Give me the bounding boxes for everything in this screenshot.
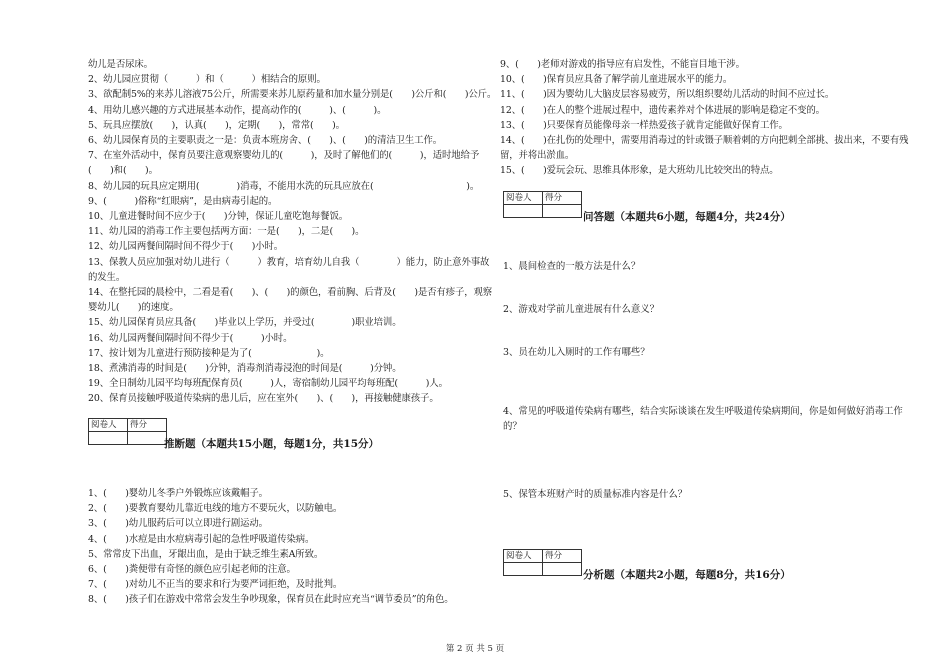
reviewer-label: 阅卷人 [504,550,543,563]
fill-line-17: 18、煮沸消毒的时间是( )分钟，消毒剂消毒浸泡的时间是( )分钟。 [88,363,402,375]
fill-line-12: 13、保教人员应加强对幼儿进行（ ）教育，培育幼儿自我（ ）能力，防止意外事故的发生。 [88,256,490,283]
qa-question-3: 3、员在幼儿入厕时的工作有哪些？ [503,347,650,358]
score-label: 得分 [128,419,167,432]
fill-line-6: 7、在室外活动中，保育员要注意观察婴幼儿的( )，及时了解他们的( )，适时地给予( )和( )。 [88,150,480,177]
qa-section-title: 问答题（本题共6小题，每题4分，共24分） [583,211,791,223]
fill-line-0: 幼儿是否尿床。 [88,59,153,70]
qa-question-2: 2、游戏对学前儿童进展有什么意义？ [503,304,659,315]
judge-line-15: 15、( )爱玩会玩、思维具体形象，是大班幼儿比较突出的特点。 [500,165,779,177]
score-cell [543,205,582,218]
fill-line-4: 5、玩具应摆放( )，认真( )，定期( )，常常( )。 [88,119,345,131]
reviewer-cell [504,563,543,576]
judge-line-8: 8、( )孩子们在游戏中常常会发生争吵现象，保育员在此时应充当“调节委员”的角色。 [88,594,454,606]
judge-line-12: 12、( )在人的整个进展过程中，遗传素养对个体进展的影响是稳定不变的。 [500,104,825,116]
reviewer-label: 阅卷人 [504,192,543,205]
judge-line-11: 11、( )因为婴幼儿大脑皮层容易疲劳，所以组织婴幼儿活动的时间不应过长。 [500,89,835,101]
judge-line-6: 6、( )粪便带有奇怪的颜色应引起老师的注意。 [88,564,296,576]
qa-question-1: 1、晨间检查的一般方法是什么？ [503,261,641,272]
fill-line-15: 16、幼儿园两餐间隔时间不得少于( )小时。 [88,332,293,344]
fill-line-7: 8、幼儿园的玩具应定期用( )消毒，不能用水洗的玩具应放在( )。 [88,180,480,192]
judge-line-5: 5、常常皮下出血，牙龈出血，是由于缺乏维生素A所致。 [88,548,324,560]
fill-line-10: 11、幼儿园的消毒工作主要包括两方面：一是( )，二是( )。 [88,226,365,238]
fill-line-18: 19、全日制幼儿园平均每班配保育员( )人，寄宿制幼儿园平均每班配( )人。 [88,378,448,390]
score-box-qa [503,191,582,218]
score-box-judge [88,418,167,445]
judge-line-1: 1、( )婴幼儿冬季户外锻炼应该戴帽子。 [88,488,268,499]
judge-list-left [88,486,493,608]
score-label: 得分 [543,550,582,563]
fill-line-16: 17、按计划为儿童进行预防接种是为了( )。 [88,347,330,359]
page-footer: 第 2 页 共 5 页 [445,644,505,654]
judge-section-title: 推断题（本题共15小题，每题1分，共15分） [164,438,380,450]
fill-line-5: 6、幼儿园保育员的主要职责之一是：负责本班房舍、( )、( )的清洁卫生工作。 [88,135,442,147]
judge-line-14: 14、( )在扎伤的处理中，需要用消毒过的针或镊子顺着刺的方向把刺全部挑、拔出来，不要有残留，并将出淤血。 [500,135,909,162]
right-column [500,57,910,179]
judge-line-10: 10、( )保育员应具备了解学前儿童进展水平的能力。 [500,74,733,86]
qa-question-5: 5、保管本班财产时的质量标准内容是什么？ [503,489,688,500]
fill-line-19: 20、保育员接触呼吸道传染病的患儿后，应在室外( )、( )，再接触健康孩子。 [88,393,439,405]
fill-line-11: 12、幼儿园两餐间隔时间不得少于( )小时。 [88,241,284,253]
reviewer-cell [89,432,128,445]
judge-line-3: 3、( )幼儿服药后可以立即进行剧运动。 [88,518,268,530]
score-cell [128,432,167,445]
fill-line-9: 10、儿童进餐时间不应少于( )分钟，保证儿童吃饱每餐饭。 [88,211,348,223]
analysis-section-title: 分析题（本题共2小题，每题8分，共16分） [583,569,791,581]
judge-line-2: 2、( )要教育婴幼儿靠近电线的地方不要玩火，以防触电。 [88,503,343,515]
score-cell [543,563,582,576]
fill-line-13: 14、在整托园的晨检中，二看是看( )、( )的颜色，看前胸、后背及( )是否有疹子，观察婴幼儿( )的速度。 [88,287,493,314]
fill-line-14: 15、幼儿园保育员应具备( )毕业以上学历，并受过( )职业培训。 [88,317,402,329]
reviewer-cell [504,205,543,218]
fill-line-8: 9、( )俗称“红眼病”，是由病毒引起的。 [88,195,278,207]
reviewer-label: 阅卷人 [89,419,128,432]
left-column [88,57,497,407]
score-label: 得分 [543,192,582,205]
fill-line-2: 3、欲配制5%的来苏儿溶液75公斤，所需要来苏儿原药量和加水量分别是( )公斤和( )公斤。 [88,89,497,101]
judge-line-4: 4、( )水痘是由水痘病毒引起的急性呼吸道传染病。 [88,533,315,545]
judge-line-7: 7、( )对幼儿不正当的要求和行为要严词拒绝，及时批判。 [88,579,343,591]
score-box-analysis [503,549,582,576]
judge-line-9: 9、( )老师对游戏的指导应有启发性，不能盲目地干涉。 [500,59,745,70]
fill-line-3: 4、用幼儿感兴趣的方式进展基本动作，提高动作的( )、( )。 [88,104,387,116]
fill-line-1: 2、幼儿园应贯彻（ ）和（ ）相结合的原则。 [88,74,326,86]
judge-line-13: 13、( )只要保育员能像母亲一样热爱孩子就肯定能做好保育工作。 [500,119,788,131]
qa-question-4: 4、常见的呼吸道传染病有哪些，结合实际谈谈在发生呼吸道传染病期间，你是如何做好消毒工作的？ [503,406,903,432]
